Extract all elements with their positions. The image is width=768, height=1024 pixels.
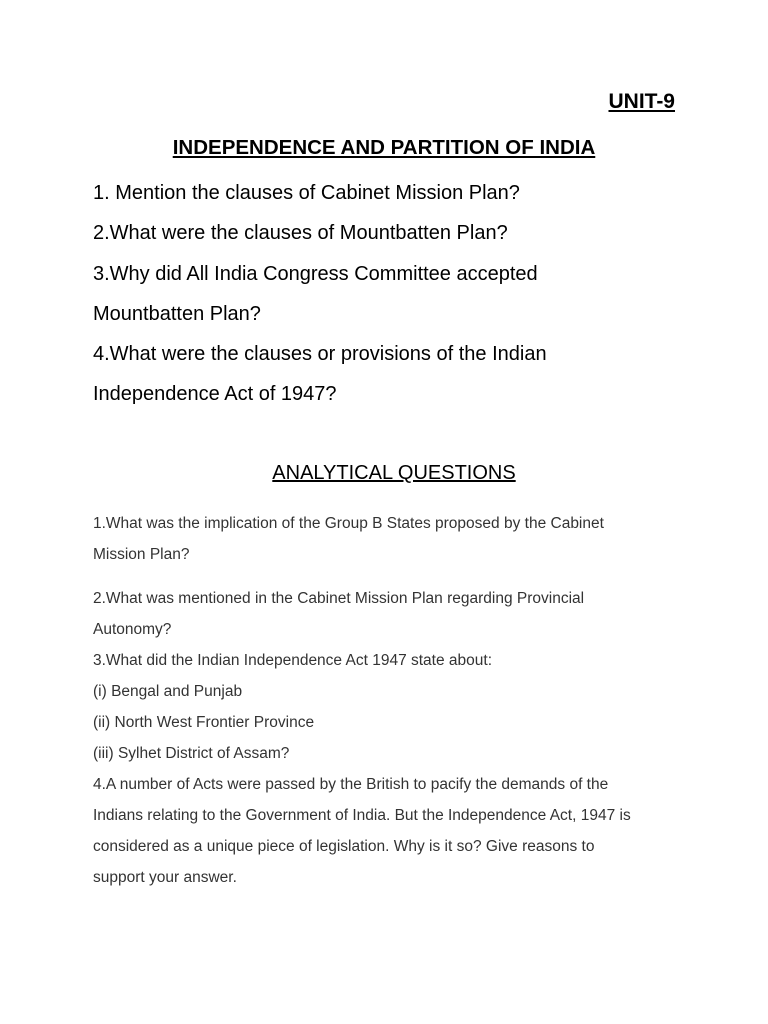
question-line: 4.What were the clauses or provisions of the Indian — [93, 343, 547, 366]
text-line: 1.What was the implication of the Group B States proposed by the Cabinet — [93, 515, 604, 532]
text-line: Indians relating to the Government of India. But the Independence Act, 1947 is — [93, 807, 631, 824]
question-line: Mountbatten Plan? — [93, 302, 261, 325]
question-list — [93, 173, 713, 415]
question-item — [93, 334, 713, 415]
spacer — [93, 570, 693, 583]
unit-label: UNIT-9 — [608, 90, 675, 113]
question-line: Independence Act of 1947? — [93, 383, 337, 406]
question-line: 3.Why did All India Congress Committee accepted — [93, 262, 538, 285]
analytical-question-list — [93, 508, 693, 893]
question-item — [93, 254, 713, 335]
text-line: support your answer. — [93, 869, 237, 886]
analytical-question-1 — [93, 508, 693, 570]
text-line: 3.What did the Indian Independence Act 1947 state about: — [93, 652, 492, 669]
analytical-question-3 — [93, 645, 693, 769]
sub-part: (ii) North West Frontier Province — [93, 714, 315, 731]
page-title: INDEPENDENCE AND PARTITION OF INDIA — [172, 136, 596, 159]
question-line: 1. Mention the clauses of Cabinet Mission Plan? — [93, 182, 520, 204]
sub-part: (iii) Sylhet District of Assam? — [93, 745, 290, 762]
text-line: 4.A number of Acts were passed by the British to pacify the demands of the — [93, 776, 609, 793]
sub-part: (i) Bengal and Punjab — [93, 683, 243, 700]
text-line: 2.What was mentioned in the Cabinet Mission Plan regarding Provincial — [93, 590, 585, 607]
question-line: 2.What were the clauses of Mountbatten Plan? — [93, 222, 508, 245]
text-line: Mission Plan? — [93, 546, 190, 563]
question-item — [93, 213, 713, 253]
analytical-question-2 — [93, 583, 693, 645]
analytical-question-4 — [93, 769, 693, 893]
section-heading: ANALYTICAL QUESTIONS — [272, 462, 516, 484]
text-line: considered as a unique piece of legislation. Why is it so? Give reasons to — [93, 838, 595, 855]
question-item — [93, 173, 713, 213]
text-line: Autonomy? — [93, 621, 172, 638]
